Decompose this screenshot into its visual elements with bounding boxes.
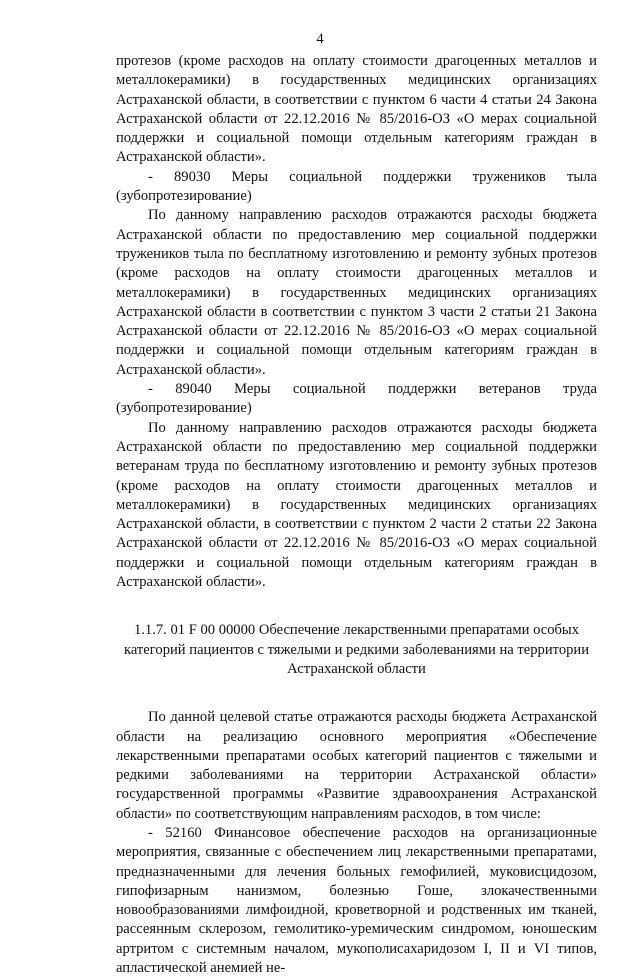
paragraph-item-52160: - 52160 Финансовое обеспечение расходов на организационные мероприятия, связанные с обеспечением лиц лекарственными препаратами, предназначенными для лечения больных гемофилией, муковисцидозом, гипофизарным нанизмом, болезнью Гоше, злокачественными новообразованиями лимфоидной, кроветворной и родственных им тканей, рассеянным склерозом, гемолитико-уремическим синдромом, юношеским артритом с системным началом, мукополисахаридозом I, II и VI типов, апластической анемией не- <box>116 824 597 977</box>
page-number: 4 <box>316 31 324 47</box>
section-heading: 1.1.7. 01 F 00 00000 Обеспечение лекарственными препаратами особых категорий пациентов с тяжелыми и редкими заболеваниями на территории Астраханской области <box>123 622 590 677</box>
paragraph-section-intro: По данной целевой статье отражаются расходы бюджета Астраханской области на реализацию основного мероприятия «Обеспечение лекарственными препаратами особых категорий пациентов с тяжелыми и редкими заболеваниями на территории Астраханской области» государственной программы «Развитие здравоохранения Астраханской области» по соответствующим направлениям расходов, в том числе: <box>116 709 597 822</box>
paragraph-item-89030: - 89030 Меры социальной поддержки тружеников тыла (зубопротезирование) <box>116 168 597 205</box>
paragraph-continuation: протезов (кроме расходов на оплату стоимости драгоценных металлов и металлокерамики) в государственных медицинских организациях Астраханской области, в соответствии с пунктом 6 части 4 статьи 24 Закона Астраханской области от 22.12.2016 № 85/2016-ОЗ «О мерах социальной поддержки и социальной помощи отдельным категориям граждан в Астраханской области». <box>116 53 597 166</box>
paragraph-description-89040: По данному направлению расходов отражаются расходы бюджета Астраханской области по предоставлению мер социальной поддержки ветеранам труда по бесплатному изготовлению и ремонту зубных протезов (кроме расходов на оплату стоимости драгоценных металлов и металлокерамики) в государственных медицинских организациях Астраханской области, в соответствии с пунктом 2 части 2 статьи 22 Закона Астраханской области от 22.12.2016 № 85/2016-ОЗ «О мерах социальной поддержки и социальной помощи отдельным категориям граждан в Астраханской области». <box>116 419 597 591</box>
paragraph-item-89040: - 89040 Меры социальной поддержки ветеранов труда (зубопротезирование) <box>116 381 597 417</box>
document-body <box>116 52 597 978</box>
paragraph-description-89030: По данному направлению расходов отражаются расходы бюджета Астраханской области по предоставлению мер социальной поддержки тружеников тыла по бесплатному изготовлению и ремонту зубных протезов (кроме расходов на оплату стоимости драгоценных металлов и металлокерамики) в государственных медицинских организациях Астраханской области в соответствии с пунктом 3 части 2 статьи 21 Закона Астраханской области от 22.12.2016 № 85/2016-ОЗ «О мерах социальной поддержки и социальной помощи отдельным категориям граждан в Астраханской области». <box>116 207 597 378</box>
